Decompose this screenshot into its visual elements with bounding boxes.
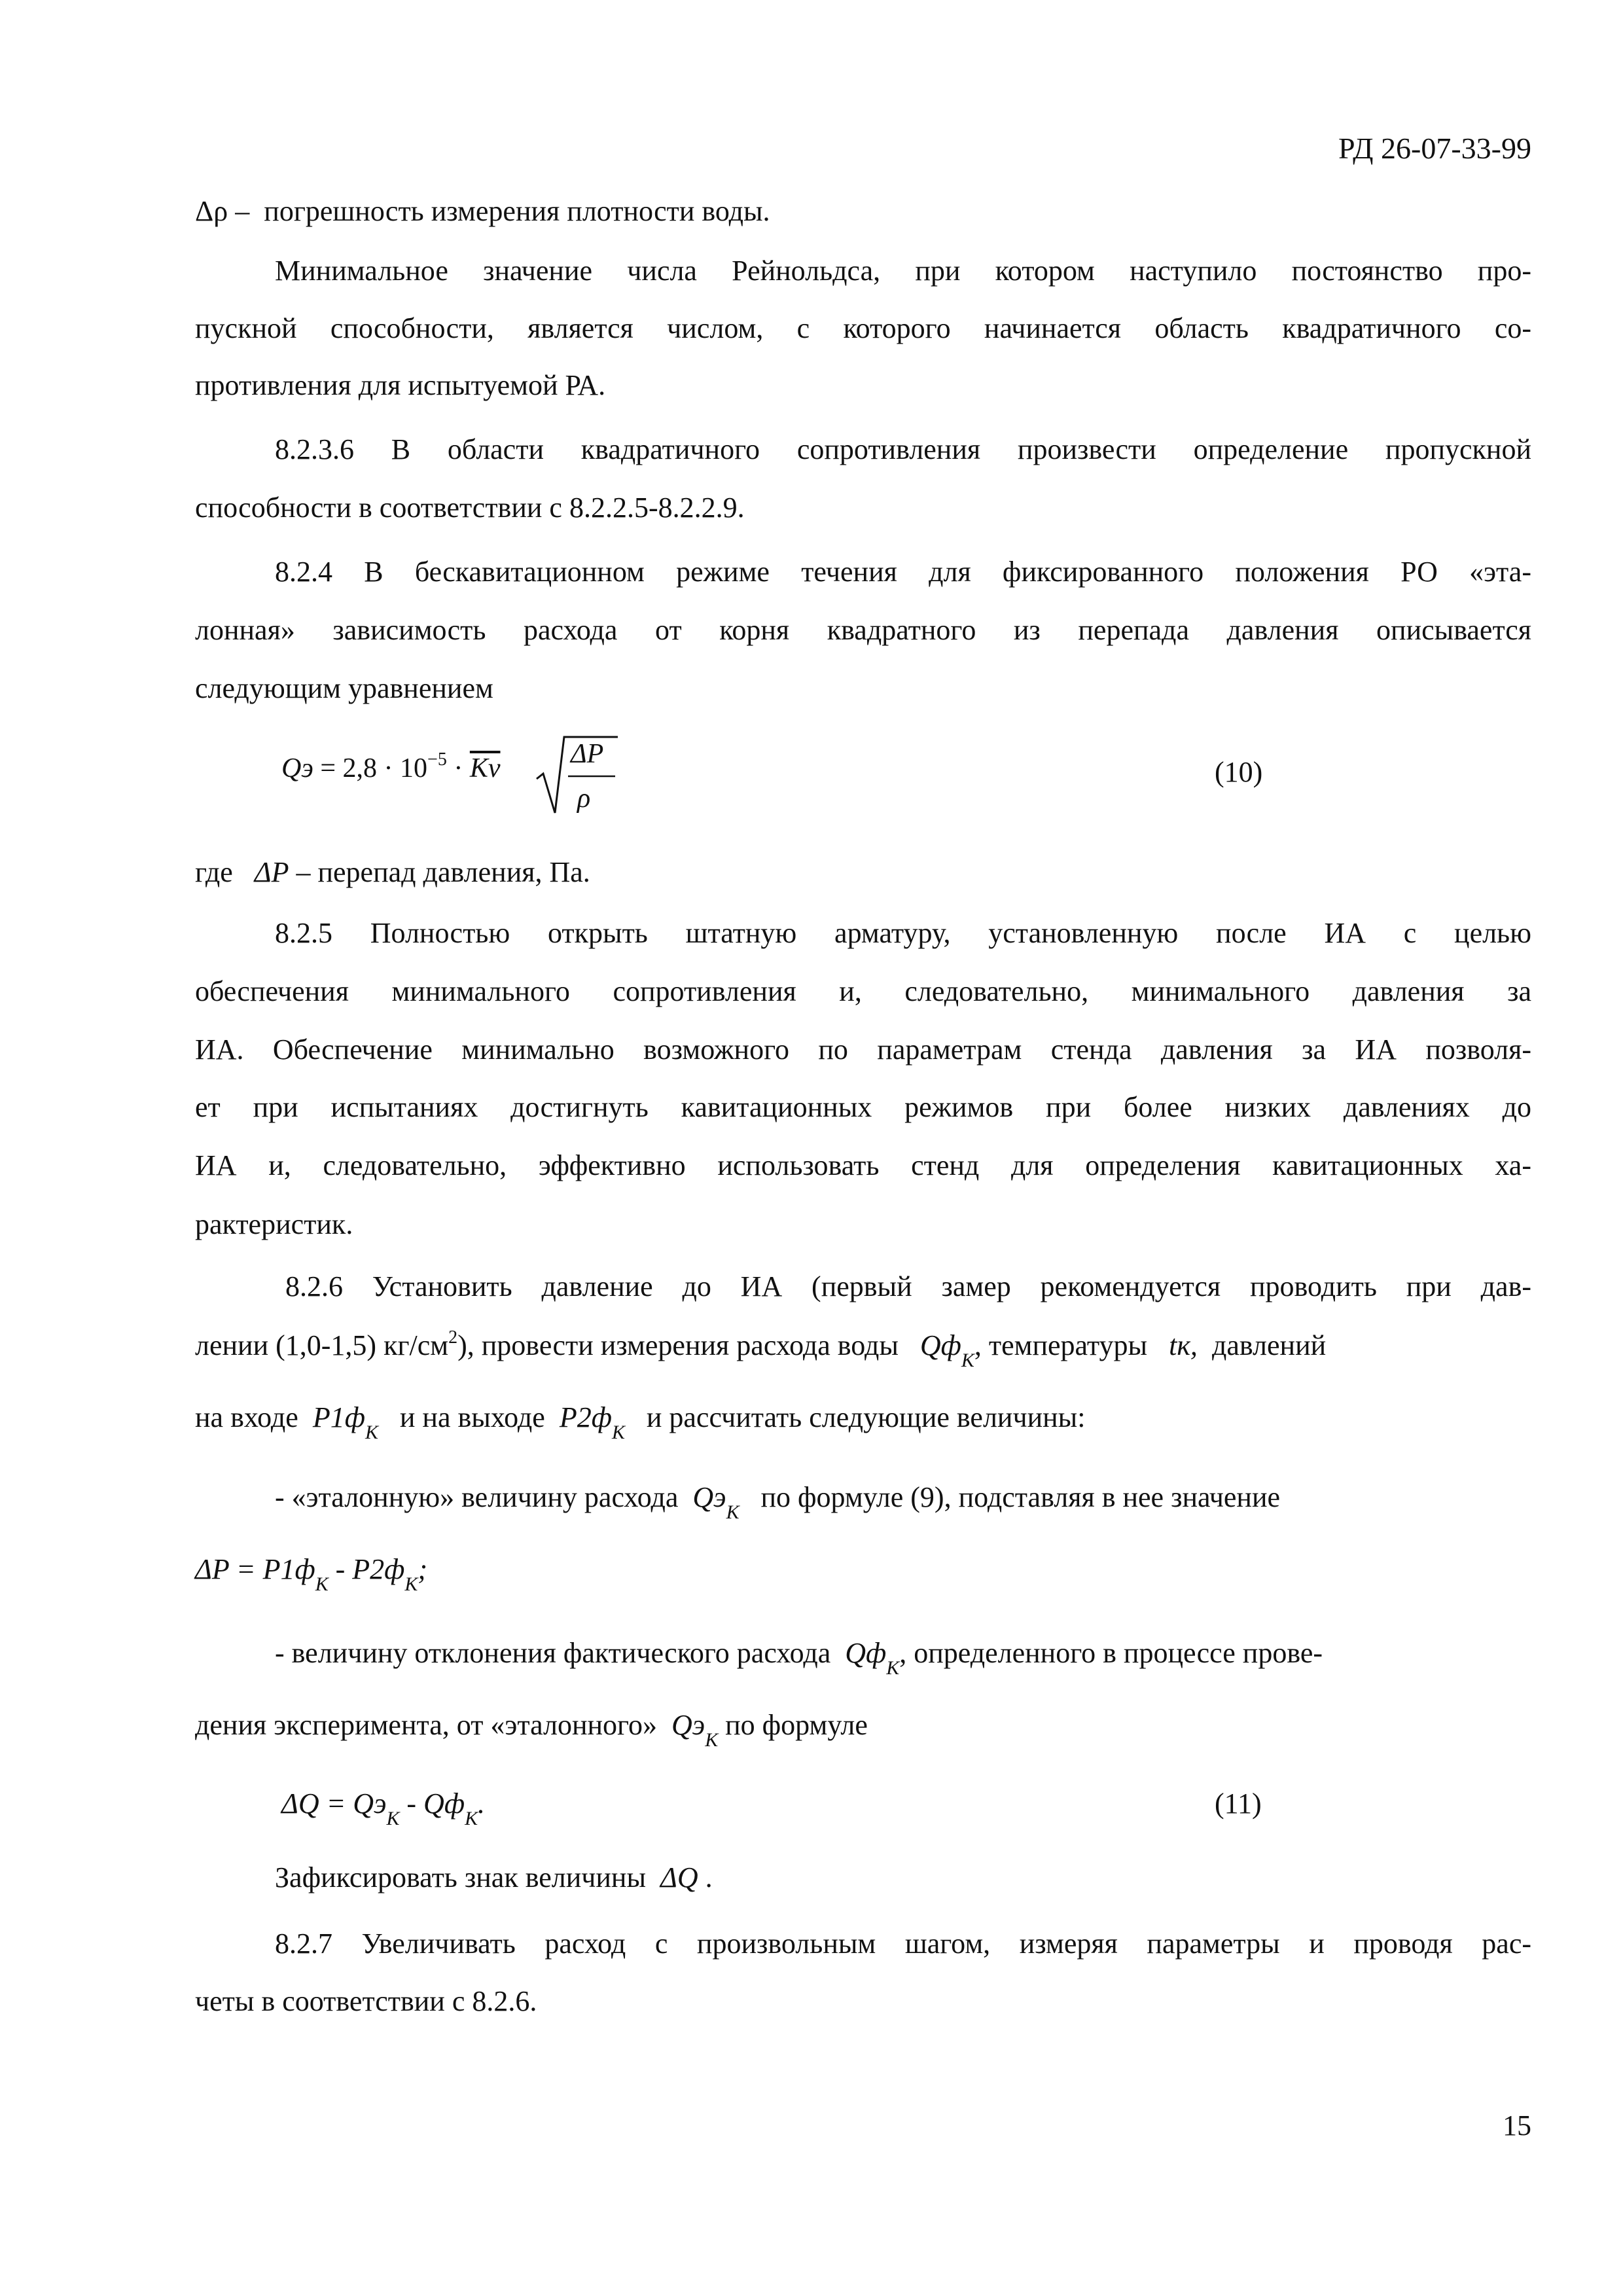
formula-10-exp: −5 [427,749,447,770]
formula-10 [281,749,501,784]
dp-end: ; [418,1553,427,1585]
p826-line2-c: , температуры [974,1329,1148,1361]
bullet-2-line-2 [195,1708,868,1751]
delta-rho-text: погрешность измерения плотности воды. [264,195,770,227]
p826-line2-d: давлений [1211,1329,1327,1361]
formula-11-sub-k2: К [465,1808,478,1829]
formula-11-lhs: ΔQ = Qэ [281,1787,387,1820]
formula-11-minus: - Qф [406,1787,465,1820]
p1f-sub-k: К [365,1422,378,1443]
p827-line-2: четы в соответствии с 8.2.6. [195,1985,537,2017]
p824-line-3: следующим уравнением [195,672,493,704]
bullet-2-line2-b: по формуле [725,1709,868,1741]
formula-11-number: (11) [1215,1787,1262,1820]
dp-text: – перепад давления, Па. [296,856,590,888]
bullet-2-text-a: - величину отклонения фактического расхода [275,1637,831,1669]
bullet-2-text-b: , определенного в процессе прове- [899,1637,1323,1669]
qe-symbol: Qэ [692,1481,726,1513]
reynolds-line-2: пускной способности, является числом, с которого начинается область квадратичного со- [195,312,1531,344]
fix-sign-end: . [705,1861,713,1893]
delta-rho-symbol: Δρ – [195,195,250,227]
p826-line2-a: лении (1,0-1,5) кг/см [195,1329,449,1361]
p1f-symbol: P1ф [312,1401,365,1433]
formula-10-dot: · [454,753,463,783]
formula-11 [281,1787,485,1829]
qe-sub-k-2: К [705,1729,719,1751]
reynolds-line-1: Минимальное значение числа Рейнольдса, при котором наступило постоянство про- [275,255,1531,287]
p826-line3-b: и на выходе [399,1401,545,1433]
p826-line2-b: ), провести измерения расхода воды [457,1329,899,1361]
bullet-1-formula [195,1552,427,1595]
document-code: РД 26-07-33-99 [1338,132,1531,165]
p824-line-2: лонная» зависимость расхода от корня квадратного из перепада давления описывается [195,614,1531,646]
p826-line3-c: и рассчитать следующие величины: [646,1401,1086,1433]
where-word: где [195,856,233,888]
p826-line-1: 8.2.6 Установить давление до ИА (первый замер рекомендуется проводить при дав- [285,1270,1531,1302]
formula-11-end: . [477,1787,485,1820]
bullet-2-line-1 [275,1636,1531,1679]
fix-sign-line [275,1861,713,1894]
p825-line-2: обеспечения минимального сопротивления и, следовательно, минимального давления за [195,975,1531,1007]
p826-line3-a: на входе [195,1401,298,1433]
p826-line-3 [195,1401,1086,1443]
p825-line-4: ет при испытаниях достигнуть кавитационных режимов при более низких давлениях до [195,1091,1531,1123]
p824-line-1: 8.2.4 В бескавитационном режиме течения для фиксированного положения РО «эта- [275,556,1531,588]
dp-formula: ΔP = P1ф [195,1553,315,1585]
dp-sub-k1: К [315,1573,329,1595]
tk-symbol: tк, [1169,1329,1198,1361]
fix-sign-text: Зафиксировать знак величины [275,1861,647,1893]
page-number: 15 [1503,2109,1531,2142]
p826-line-2 [195,1327,1531,1371]
formula-10-number: (10) [1215,756,1263,788]
p825-line-6: рактеристик. [195,1208,353,1240]
p8236-line-1: 8.2.3.6 В области квадратичного сопротивления произвести определение пропускной [275,433,1531,465]
formula-10-numerator: ΔP [571,739,604,769]
formula-10-denominator: ρ [577,783,591,814]
bullet-1-line-1 [275,1480,1281,1523]
p825-line-5: ИА и, следовательно, эффективно использовать стенд для определения кавитационных ха- [195,1149,1531,1181]
where-dp-line [195,855,590,889]
qf-sub-k: К [961,1350,974,1371]
p2f-symbol: P2ф [559,1401,612,1433]
delta-rho-line [195,194,770,228]
formula-10-eq: = 2,8 · 10 [320,753,428,783]
bullet-2-line2-a: дения эксперимента, от «эталонного» [195,1709,657,1741]
qe-symbol-2: Qэ [671,1709,705,1741]
bullet-1-text-b: по формуле (9), подставляя в нее значение [760,1481,1281,1513]
dp-symbol: ΔP [254,856,289,888]
formula-10-lhs: Qэ [281,753,313,783]
bullet-1-text-a: - «эталонную» величину расхода [275,1481,679,1513]
formula-10-kv: $\overline{Kv}$ [469,753,501,783]
p827-line-1: 8.2.7 Увеличивать расход с произвольным шагом, измеряя параметры и проводя рас- [275,1928,1531,1960]
dp-minus: - P2ф [335,1553,405,1585]
qf-symbol-2: Qф [845,1637,887,1669]
p825-line-1: 8.2.5 Полностью открыть штатную арматуру, установленную после ИА с целью [275,917,1531,949]
p825-line-3: ИА. Обеспечение минимально возможного по параметрам стенда давления за ИА позволя- [195,1033,1531,1066]
qf-symbol: Qф [919,1329,961,1361]
p2f-sub-k: К [611,1422,625,1443]
dp-sub-k2: К [404,1573,418,1595]
p8236-line-2: способности в соответствии с 8.2.2.5-8.2.2.9. [195,492,745,524]
dq-symbol: ΔQ [660,1861,698,1893]
qe-sub-k: К [726,1501,740,1523]
qf-sub-k-2: К [886,1657,900,1679]
reynolds-line-3: противления для испытуемой РА. [195,369,606,401]
formula-11-sub-k1: К [386,1808,400,1829]
p826-sup: 2 [448,1327,458,1348]
